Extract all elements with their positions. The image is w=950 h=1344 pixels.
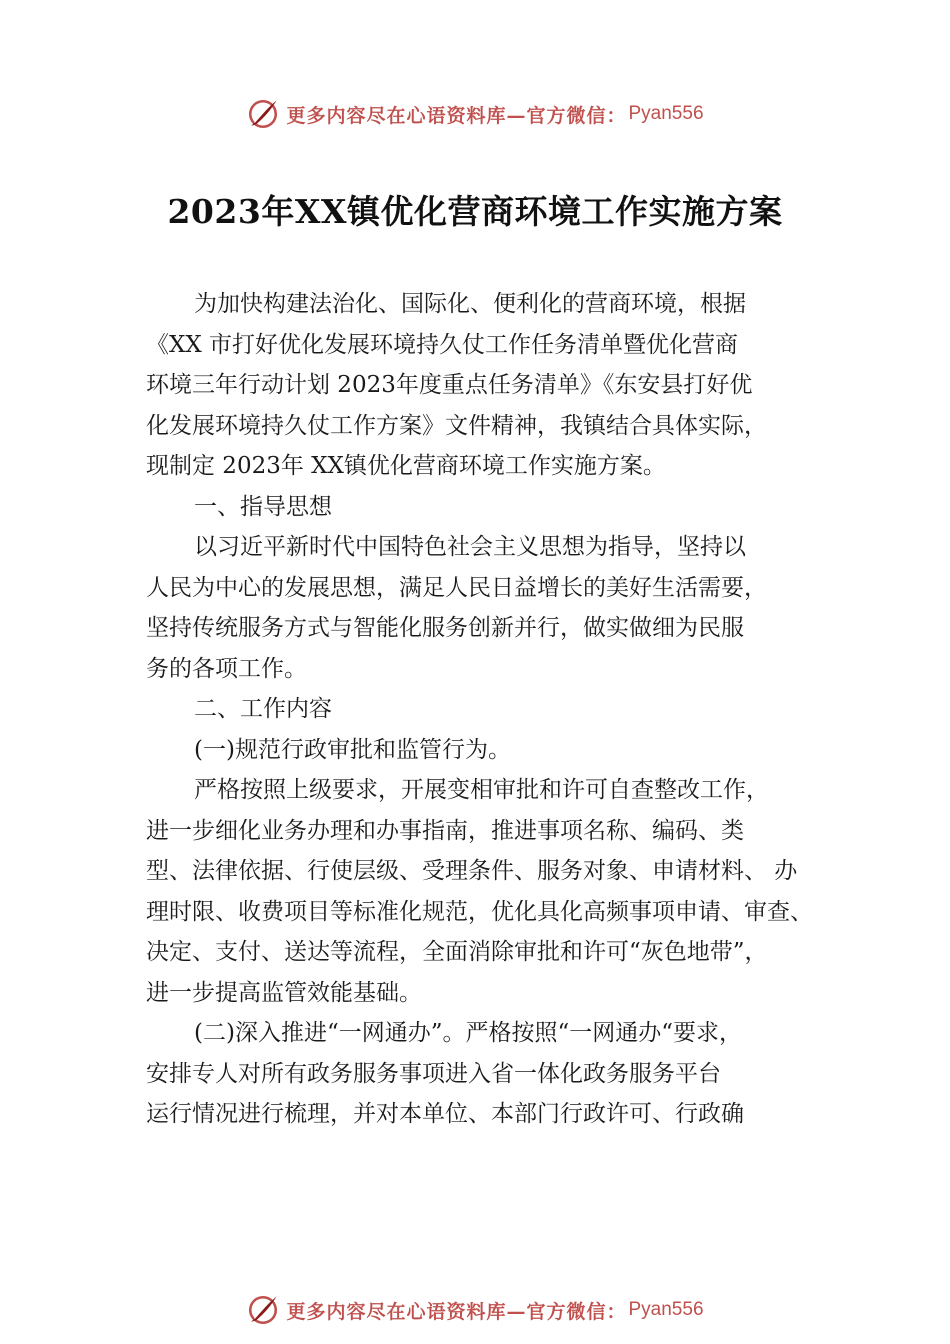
body-line: 理时限、收费项目等标准化规范，优化具化高频事项申请、审查、 — [146, 898, 813, 925]
body-line: 进一步细化业务办理和办事指南，推进事项名称、编码、类 — [146, 817, 744, 844]
body-line: 进一步提高监管效能基础。 — [146, 979, 422, 1006]
watermark-text: 更多内容尽在心语资料库—官方微信： — [286, 104, 627, 127]
bottom-watermark — [0, 1290, 950, 1330]
section-heading: 一、指导思想 — [194, 493, 332, 520]
body-line: 安排专人对所有政务服务事项进入省一体化政务服务平台 — [146, 1060, 721, 1087]
body-line: 严格按照上级要求，开展变相审批和许可自查整改工作， — [194, 777, 769, 803]
section-heading: 二、工作内容 — [194, 696, 332, 722]
watermark-handle: Pyan556 — [628, 103, 704, 124]
subsection-heading: (一)规范行政审批和监管行为。 — [194, 736, 511, 763]
body-line: 务的各项工作。 — [146, 655, 307, 682]
body-line: 坚持传统服务方式与智能化服务创新并行，做实做细为民服 — [146, 615, 744, 641]
watermark-text: 更多内容尽在心语资料库—官方微信： — [286, 1300, 627, 1323]
body-line: 以习近平新时代中国特色社会主义思想为指导，坚持以 — [194, 534, 746, 560]
body-line: (二)深入推进“一网通办”。严格按照“一网通办“要求， — [194, 1020, 742, 1046]
body-line: 环境三年行动计划 2023年度重点任务清单》《东安县打好优 — [146, 372, 753, 398]
body-line: 为加快构建法治化、国际化、便利化的营商环境，根据 — [194, 291, 746, 317]
body-line: 运行情况进行梳理，并对本单位、本部门行政许可、行政确 — [146, 1101, 744, 1127]
body-line: 现制定 2023年 XX镇优化营商环境工作实施方案。 — [146, 453, 666, 479]
body-line: 型、法律依据、行使层级、受理条件、服务对象、申请材料、 办 — [146, 858, 798, 884]
body-line: 《XX 市打好优化发展环境持久仗工作任务清单暨优化营商 — [146, 331, 739, 358]
document-body — [146, 284, 836, 1135]
body-line: 化发展环境持久仗工作方案》文件精神，我镇结合具体实际， — [146, 412, 767, 439]
document-title: 2023年XX镇优化营商环境工作实施方案 — [167, 192, 783, 231]
quill-seal-icon — [246, 97, 280, 131]
watermark-handle: Pyan556 — [628, 1299, 704, 1320]
body-line: 人民为中心的发展思想，满足人民日益增长的美好生活需要， — [146, 574, 767, 601]
body-line: 决定、支付、送达等流程，全面消除审批和许可“灰色地带”， — [146, 939, 768, 965]
top-watermark — [0, 94, 950, 134]
quill-seal-icon — [246, 1293, 280, 1327]
